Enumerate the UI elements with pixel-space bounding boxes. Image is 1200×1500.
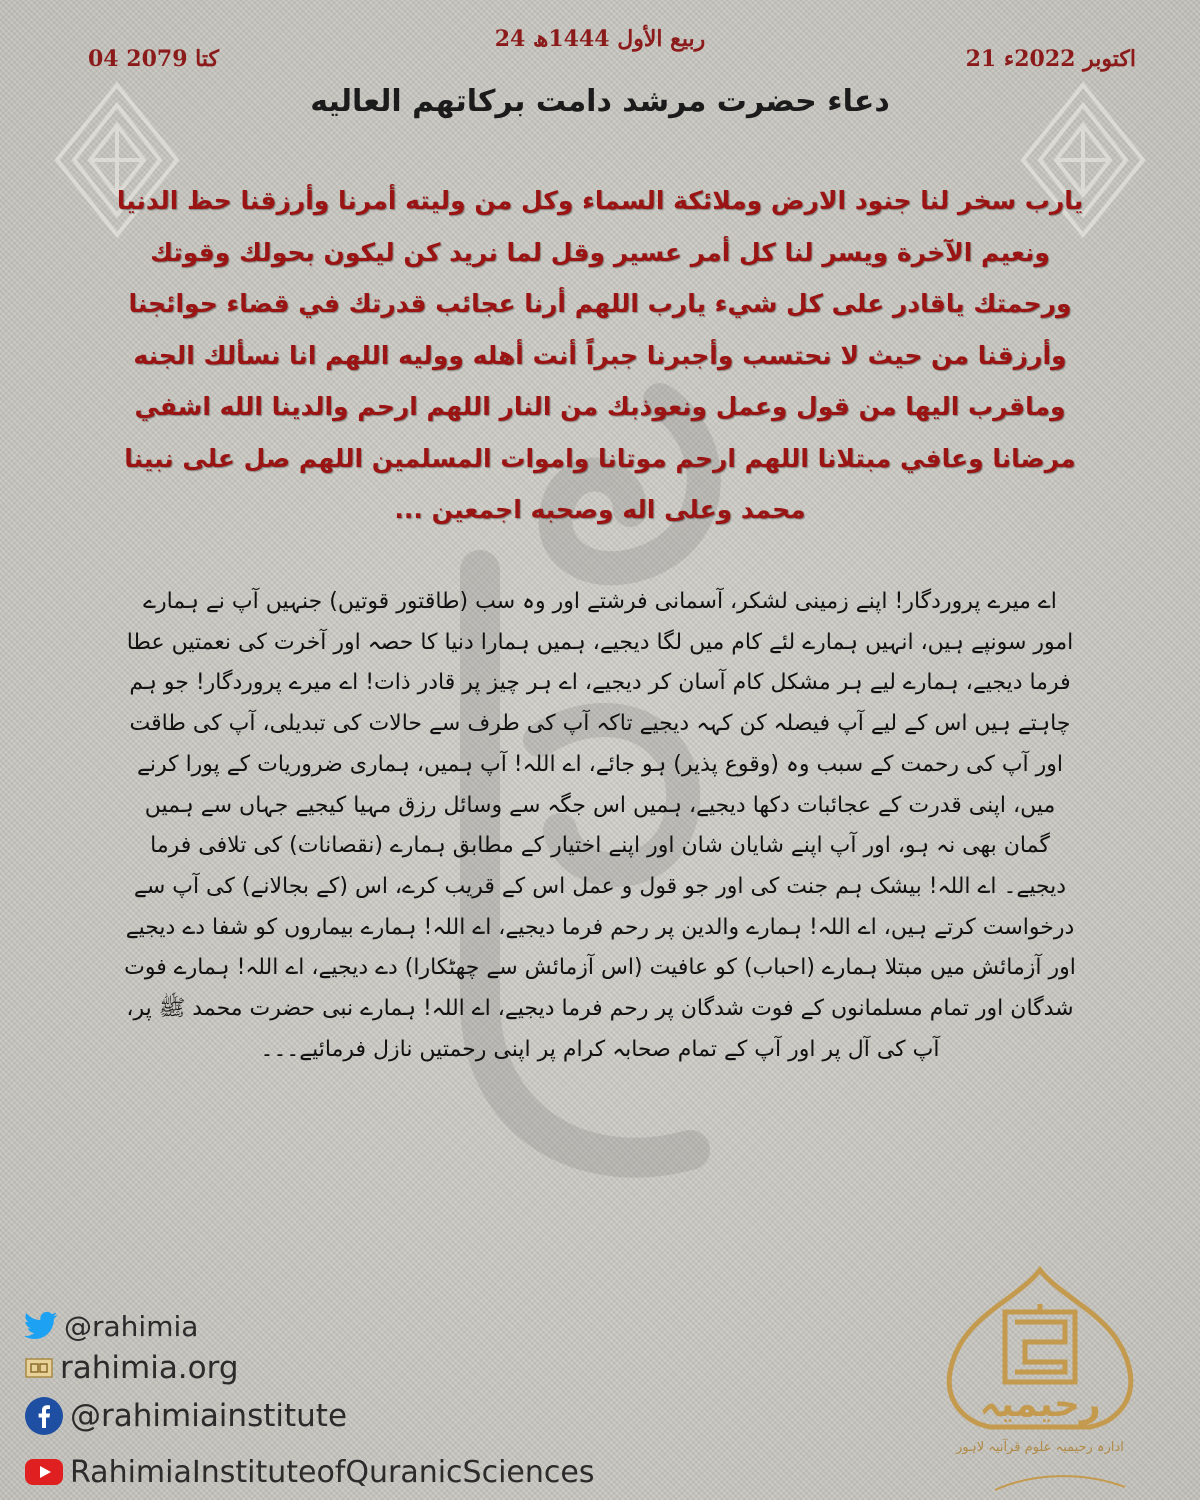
youtube-channel[interactable]: RahimiaInstituteofQuranicSciences xyxy=(70,1454,595,1490)
youtube-link[interactable] xyxy=(24,1450,594,1494)
hijri-date: 24 ربیع الأول 1444ھ xyxy=(494,26,706,52)
logo-urdu-name: رحیمیہ xyxy=(979,1384,1101,1425)
facebook-link[interactable] xyxy=(24,1394,347,1438)
twitter-handle[interactable]: @rahimia xyxy=(64,1309,199,1343)
urdu-translation-text: اے میرے پروردگار! اپنے زمینی لشکر، آسمانی فرشتے اور وہ سب (طاقتور قوتیں) جنہیں آپ نے ہمارے امور سونپے ہیں، انہیں ہمارے لئے کام میں لگا دیجیے، ہمیں ہمارا دنیا کا حصہ اور آخرت کی نعمتیں عطا فرما دیجیے، ہمارے لیے ہر مشکل کام آسان کر دیجیے، اے ہر چیز پر قادر ذات! اے میرے پروردگار! جو ہم چاہتے ہیں اس کے لیے آپ فیصلہ کن کہہ دیجیے تاکہ آپ کی طرف سے حالات کی تبدیلی، آپ کی طاقت اور آپ کی رحمت کے سبب وہ (وقوع پذیر) ہو جائے، اے اللہ! آپ ہمیں، ہماری ضروریات کے پورا کرنے میں، اپنی قدرت کے عجائبات دکھا دیجیے، ہمیں اس جگہ سے وسائل رزق مہیا کیجیے جہاں سے ہمیں گمان بھی نہ ہو، اور آپ اپنے شایان شان اور اپنے اختیار کے مطابق ہمارے (نقصانات) کی تلافی فرما دیجیے۔ اے اللہ! بیشک ہم جنت کی اور جو قول و عمل اس کے قریب کرے، اس (کے بجالانے) کی آپ سے درخواست کرتے ہیں، اے اللہ! ہمارے والدین پر رحم فرما دیجیے، اے اللہ! ہمارے بیماروں کو شفا دے دیجیے اور آزمائش میں مبتلا ہمارے (احباب) کو عافیت (اس آزمائش سے چھٹکارا) دے دیجیے، اے اللہ! ہمارے فوت شدگان اور تمام مسلمانوں کے فوت شدگان پر رحم فرما دیجیے، اے اللہ! ہمارے نبی حضرت محمد ﷺ پر، آپ کی آل پر اور آپ کے تمام صحابہ کرام پر اپنی رحمتیں نازل فرمائیے۔۔۔ xyxy=(124,589,1076,1062)
twitter-link[interactable] xyxy=(24,1304,198,1348)
logo-subtitle: ادارہ رحیمیہ علوم قرآنیہ لاہور xyxy=(956,1440,1124,1455)
arabic-dua-text: يارب سخر لنا جنود الارض وملائكة السماء وكل من وليته أمرنا وأرزقنا حظ الدنيا ونعيم الآخرة ويسر لنا كل أمر عسير وقل لما نريد كن ليكون بحولك وقوتك ورحمتك ياقادر على كل شيء يارب اللهم أرنا عجائب قدرتك في قضاء حوائجنا وأرزقنا من حيث لا نحتسب وأجبرنا جبراً أنت أهله ووليه اللهم انا نسألك الجنه وماقرب اليها من قول وعمل ونعوذبك من النار اللهم ارحم والدينا الله اشفي مرضانا وعافي مبتلانا اللهم ارحم موتانا واموات المسلمين اللهم صل على نبينا محمد وعلى اله وصحبه اجمعين ... xyxy=(116,186,1084,524)
twitter-bird-icon xyxy=(24,1311,58,1341)
logo-dome-emblem xyxy=(915,1262,1165,1498)
facebook-icon xyxy=(24,1396,64,1436)
facebook-handle[interactable]: @rahimiainstitute xyxy=(70,1398,348,1434)
gregorian-date: 21 اکتوبر 2022ء xyxy=(965,46,1136,72)
bikrami-date: 04 کتا 2079 xyxy=(88,46,219,72)
web-badge-icon xyxy=(24,1355,54,1381)
website-link[interactable] xyxy=(24,1346,239,1390)
youtube-icon xyxy=(24,1457,64,1487)
rahimia-logo xyxy=(915,1262,1165,1498)
page-title: دعاء حضرت مرشد دامت برکاتهم العالیه xyxy=(310,84,890,119)
website-url[interactable]: rahimia.org xyxy=(60,1350,239,1386)
